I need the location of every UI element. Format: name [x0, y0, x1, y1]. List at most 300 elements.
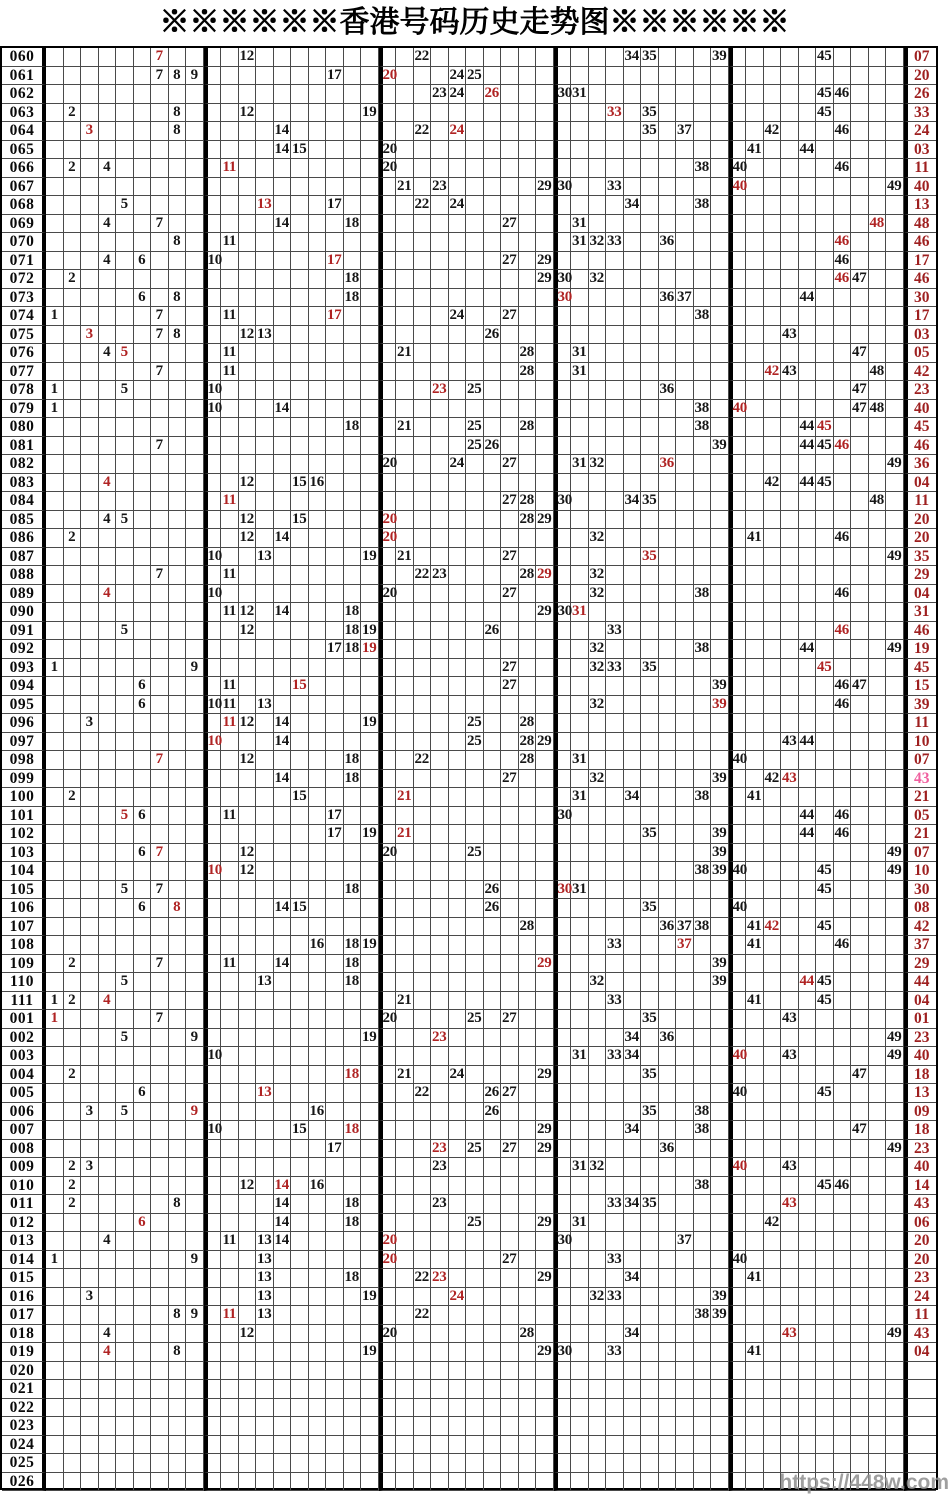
number-cell — [396, 326, 414, 345]
draw-id: 088 — [2, 566, 46, 585]
draw-row-013 — [2, 1232, 936, 1251]
number-cell — [519, 1029, 537, 1048]
number-cell: 41 — [746, 529, 764, 548]
number-cell — [151, 733, 169, 752]
number-cell: 14 — [274, 733, 292, 752]
number-cell: 30 — [554, 1232, 572, 1251]
number-cell — [641, 1177, 659, 1196]
number-cell — [869, 159, 887, 178]
number-cell: 21 — [396, 178, 414, 197]
number-cell — [291, 640, 309, 659]
draw-id: 064 — [2, 122, 46, 141]
number-cell — [169, 1269, 187, 1288]
number-cell — [886, 141, 904, 160]
draw-id: 060 — [2, 48, 46, 67]
number-cell — [606, 770, 624, 789]
number-cell — [676, 1084, 694, 1103]
number-cell — [816, 1251, 834, 1270]
number-cell — [361, 788, 379, 807]
number-cell: 12 — [239, 1177, 257, 1196]
number-cell — [116, 1306, 134, 1325]
number-cell: 41 — [746, 141, 764, 160]
number-cell — [554, 733, 572, 752]
number-cell: 40 — [729, 1047, 747, 1066]
number-cell — [641, 1047, 659, 1066]
number-cell — [676, 85, 694, 104]
number-cell — [186, 85, 204, 104]
number-cell — [99, 1029, 117, 1048]
number-cell — [694, 844, 712, 863]
number-cell — [169, 511, 187, 530]
number-cell — [589, 733, 607, 752]
number-cell — [501, 992, 519, 1011]
number-cell — [186, 807, 204, 826]
number-cell — [659, 881, 677, 900]
number-cell — [851, 1010, 869, 1029]
number-cell — [694, 622, 712, 641]
number-cell: 44 — [799, 141, 817, 160]
number-cell — [256, 400, 274, 419]
number-cell — [81, 640, 99, 659]
number-cell — [834, 381, 852, 400]
number-cell — [606, 1417, 624, 1436]
number-cell — [851, 67, 869, 86]
number-cell — [134, 1047, 152, 1066]
number-cell — [344, 844, 362, 863]
number-cell — [886, 1177, 904, 1196]
number-cell — [729, 455, 747, 474]
number-cell — [624, 1436, 642, 1455]
number-cell — [431, 1454, 449, 1473]
number-cell: 12 — [239, 603, 257, 622]
number-cell — [729, 233, 747, 252]
number-cell — [204, 1269, 222, 1288]
number-cell — [781, 104, 799, 123]
number-cell — [641, 141, 659, 160]
number-cell — [414, 381, 432, 400]
number-cell: 44 — [799, 418, 817, 437]
number-cell: 40 — [729, 400, 747, 419]
number-cell — [694, 474, 712, 493]
number-cell — [536, 899, 554, 918]
number-cell — [676, 1103, 694, 1122]
number-cell — [834, 788, 852, 807]
number-cell — [571, 474, 589, 493]
number-cell — [851, 1417, 869, 1436]
number-cell — [484, 215, 502, 234]
number-cell — [484, 67, 502, 86]
number-cell: 44 — [799, 289, 817, 308]
number-cell — [379, 862, 397, 881]
number-cell — [186, 1417, 204, 1436]
number-cell — [886, 1288, 904, 1307]
number-cell — [169, 1473, 187, 1492]
number-cell: 13 — [256, 1269, 274, 1288]
number-cell — [46, 233, 64, 252]
number-cell — [799, 918, 817, 937]
number-cell — [886, 344, 904, 363]
number-cell — [571, 770, 589, 789]
draw-id: 008 — [2, 1140, 46, 1159]
number-cell — [326, 1047, 344, 1066]
special-number: 23 — [904, 1029, 937, 1048]
number-cell — [46, 1177, 64, 1196]
draw-id: 103 — [2, 844, 46, 863]
number-cell — [64, 381, 82, 400]
number-cell — [886, 973, 904, 992]
number-cell — [81, 418, 99, 437]
number-cell — [834, 455, 852, 474]
number-cell — [449, 770, 467, 789]
number-cell — [869, 899, 887, 918]
number-cell: 15 — [291, 474, 309, 493]
number-cell — [274, 48, 292, 67]
number-cell — [99, 825, 117, 844]
number-cell — [816, 1158, 834, 1177]
number-cell — [589, 1140, 607, 1159]
number-cell — [344, 1232, 362, 1251]
number-cell — [186, 178, 204, 197]
number-cell — [291, 1158, 309, 1177]
number-cell — [694, 1251, 712, 1270]
number-cell — [484, 992, 502, 1011]
number-cell — [186, 899, 204, 918]
number-cell — [816, 788, 834, 807]
number-cell — [501, 178, 519, 197]
number-cell — [449, 973, 467, 992]
number-cell — [606, 640, 624, 659]
number-cell: 37 — [676, 122, 694, 141]
special-number: 20 — [904, 67, 937, 86]
number-cell — [64, 492, 82, 511]
number-cell — [659, 178, 677, 197]
number-cell: 44 — [799, 640, 817, 659]
number-cell — [361, 1047, 379, 1066]
number-cell — [501, 511, 519, 530]
number-cell — [169, 196, 187, 215]
number-cell — [239, 141, 257, 160]
number-cell — [869, 437, 887, 456]
number-cell — [64, 1380, 82, 1399]
number-cell — [431, 529, 449, 548]
number-cell: 11 — [221, 955, 239, 974]
number-cell — [799, 196, 817, 215]
number-cell — [221, 659, 239, 678]
number-cell — [694, 178, 712, 197]
draw-id: 111 — [2, 992, 46, 1011]
number-cell — [641, 936, 659, 955]
number-cell — [431, 1084, 449, 1103]
number-cell — [606, 955, 624, 974]
number-cell — [116, 1288, 134, 1307]
number-cell — [466, 696, 484, 715]
number-cell: 13 — [256, 1232, 274, 1251]
number-cell — [466, 770, 484, 789]
special-number: 01 — [904, 1010, 937, 1029]
draw-id: 093 — [2, 659, 46, 678]
number-cell — [221, 1066, 239, 1085]
number-cell — [589, 992, 607, 1011]
number-cell — [606, 215, 624, 234]
number-cell — [344, 159, 362, 178]
special-number: 03 — [904, 141, 937, 160]
number-cell — [624, 233, 642, 252]
number-cell — [344, 1047, 362, 1066]
number-cell — [204, 233, 222, 252]
number-cell — [554, 1066, 572, 1085]
number-cell — [116, 1473, 134, 1492]
number-cell — [134, 104, 152, 123]
number-cell — [414, 862, 432, 881]
number-cell — [711, 936, 729, 955]
draw-row-009 — [2, 1158, 936, 1177]
draw-row-081 — [2, 437, 936, 456]
number-cell — [64, 973, 82, 992]
number-cell — [291, 1380, 309, 1399]
number-cell — [256, 899, 274, 918]
number-cell — [571, 677, 589, 696]
number-cell — [606, 1399, 624, 1418]
number-cell — [816, 603, 834, 622]
number-cell — [869, 622, 887, 641]
number-cell — [64, 252, 82, 271]
number-cell — [571, 1399, 589, 1418]
special-number — [904, 1399, 937, 1418]
number-cell — [204, 1140, 222, 1159]
number-cell — [886, 1066, 904, 1085]
number-cell: 44 — [799, 825, 817, 844]
number-cell — [291, 1454, 309, 1473]
number-cell — [99, 1103, 117, 1122]
number-cell — [816, 733, 834, 752]
number-cell — [501, 67, 519, 86]
number-cell — [851, 548, 869, 567]
number-cell — [256, 881, 274, 900]
number-cell — [799, 48, 817, 67]
number-cell — [606, 1232, 624, 1251]
draw-row-105 — [2, 881, 936, 900]
number-cell — [81, 1140, 99, 1159]
number-cell — [81, 992, 99, 1011]
number-cell — [361, 992, 379, 1011]
number-cell — [694, 492, 712, 511]
number-cell — [659, 344, 677, 363]
number-cell — [221, 622, 239, 641]
number-cell — [729, 270, 747, 289]
number-cell — [501, 418, 519, 437]
number-cell — [239, 1306, 257, 1325]
number-cell — [344, 1306, 362, 1325]
number-cell — [326, 474, 344, 493]
number-cell — [256, 1066, 274, 1085]
number-cell — [64, 1362, 82, 1381]
number-cell: 44 — [799, 973, 817, 992]
number-cell — [151, 622, 169, 641]
draw-id: 071 — [2, 252, 46, 271]
number-cell — [851, 696, 869, 715]
number-cell: 44 — [799, 733, 817, 752]
number-cell: 43 — [781, 1325, 799, 1344]
number-cell — [221, 1343, 239, 1362]
number-cell — [851, 474, 869, 493]
number-cell — [221, 270, 239, 289]
number-cell — [676, 1306, 694, 1325]
number-cell: 19 — [361, 104, 379, 123]
number-cell — [64, 659, 82, 678]
number-cell — [379, 714, 397, 733]
number-cell — [81, 1399, 99, 1418]
number-cell — [239, 788, 257, 807]
number-cell — [379, 233, 397, 252]
number-cell — [151, 1399, 169, 1418]
number-cell — [641, 881, 659, 900]
number-cell: 10 — [204, 1121, 222, 1140]
number-cell: 14 — [274, 1177, 292, 1196]
number-cell — [799, 770, 817, 789]
number-cell — [764, 289, 782, 308]
draw-id: 002 — [2, 1029, 46, 1048]
number-cell — [361, 1177, 379, 1196]
number-cell — [659, 955, 677, 974]
number-cell — [81, 548, 99, 567]
number-cell — [449, 1362, 467, 1381]
draw-row-107 — [2, 918, 936, 937]
number-cell — [169, 659, 187, 678]
number-cell — [711, 992, 729, 1011]
number-cell — [466, 1306, 484, 1325]
number-cell — [46, 474, 64, 493]
number-cell — [519, 85, 537, 104]
number-cell — [64, 918, 82, 937]
number-cell: 13 — [256, 548, 274, 567]
number-cell — [116, 1362, 134, 1381]
number-cell — [396, 1251, 414, 1270]
number-cell — [851, 936, 869, 955]
number-cell — [414, 492, 432, 511]
number-cell — [816, 400, 834, 419]
number-cell — [694, 899, 712, 918]
number-cell — [186, 566, 204, 585]
number-cell — [134, 511, 152, 530]
number-cell — [309, 511, 327, 530]
number-cell — [641, 85, 659, 104]
number-cell — [851, 159, 869, 178]
number-cell — [676, 1454, 694, 1473]
number-cell — [134, 548, 152, 567]
number-cell — [186, 844, 204, 863]
number-cell — [291, 104, 309, 123]
number-cell — [834, 659, 852, 678]
number-cell — [711, 1232, 729, 1251]
number-cell — [256, 381, 274, 400]
number-cell — [834, 1140, 852, 1159]
number-cell — [501, 696, 519, 715]
number-cell — [869, 1380, 887, 1399]
number-cell — [116, 492, 134, 511]
number-cell — [869, 1325, 887, 1344]
number-cell — [309, 122, 327, 141]
number-cell: 35 — [641, 825, 659, 844]
number-cell — [204, 474, 222, 493]
number-cell: 20 — [379, 529, 397, 548]
number-cell: 8 — [169, 899, 187, 918]
number-cell — [46, 770, 64, 789]
number-cell — [309, 733, 327, 752]
number-cell — [764, 1251, 782, 1270]
number-cell — [781, 1103, 799, 1122]
number-cell — [764, 1306, 782, 1325]
number-cell — [116, 936, 134, 955]
number-cell — [414, 1251, 432, 1270]
number-cell — [326, 862, 344, 881]
number-cell — [309, 104, 327, 123]
number-cell: 2 — [64, 270, 82, 289]
number-cell — [81, 233, 99, 252]
number-cell — [151, 1158, 169, 1177]
number-cell: 27 — [501, 307, 519, 326]
number-cell: 25 — [466, 733, 484, 752]
number-cell — [694, 1158, 712, 1177]
number-cell — [414, 936, 432, 955]
number-cell — [781, 400, 799, 419]
number-cell — [589, 159, 607, 178]
number-cell: 45 — [816, 1177, 834, 1196]
number-cell — [659, 677, 677, 696]
number-cell — [746, 363, 764, 382]
number-cell — [536, 1232, 554, 1251]
number-cell — [869, 918, 887, 937]
number-cell — [169, 844, 187, 863]
number-cell — [781, 511, 799, 530]
number-cell — [151, 696, 169, 715]
number-cell — [116, 659, 134, 678]
number-cell: 29 — [536, 1214, 554, 1233]
number-cell — [46, 1288, 64, 1307]
number-cell — [449, 492, 467, 511]
draw-id: 004 — [2, 1066, 46, 1085]
number-cell — [869, 992, 887, 1011]
number-cell: 39 — [711, 862, 729, 881]
number-cell — [186, 289, 204, 308]
number-cell — [151, 788, 169, 807]
number-cell — [344, 511, 362, 530]
number-cell — [484, 48, 502, 67]
number-cell — [886, 67, 904, 86]
number-cell — [886, 492, 904, 511]
number-cell — [519, 955, 537, 974]
number-cell — [869, 48, 887, 67]
number-cell — [414, 289, 432, 308]
number-cell — [571, 1362, 589, 1381]
number-cell — [116, 122, 134, 141]
number-cell: 7 — [151, 566, 169, 585]
number-cell: 23 — [431, 1269, 449, 1288]
number-cell — [274, 1436, 292, 1455]
number-cell — [799, 1380, 817, 1399]
draw-id: 025 — [2, 1454, 46, 1473]
number-cell — [834, 1158, 852, 1177]
draw-id: 015 — [2, 1269, 46, 1288]
number-cell — [169, 1084, 187, 1103]
number-cell — [274, 270, 292, 289]
number-cell — [186, 400, 204, 419]
number-cell — [851, 437, 869, 456]
number-cell — [309, 1066, 327, 1085]
number-cell — [466, 104, 484, 123]
number-cell — [204, 714, 222, 733]
number-cell — [886, 381, 904, 400]
number-cell — [834, 899, 852, 918]
